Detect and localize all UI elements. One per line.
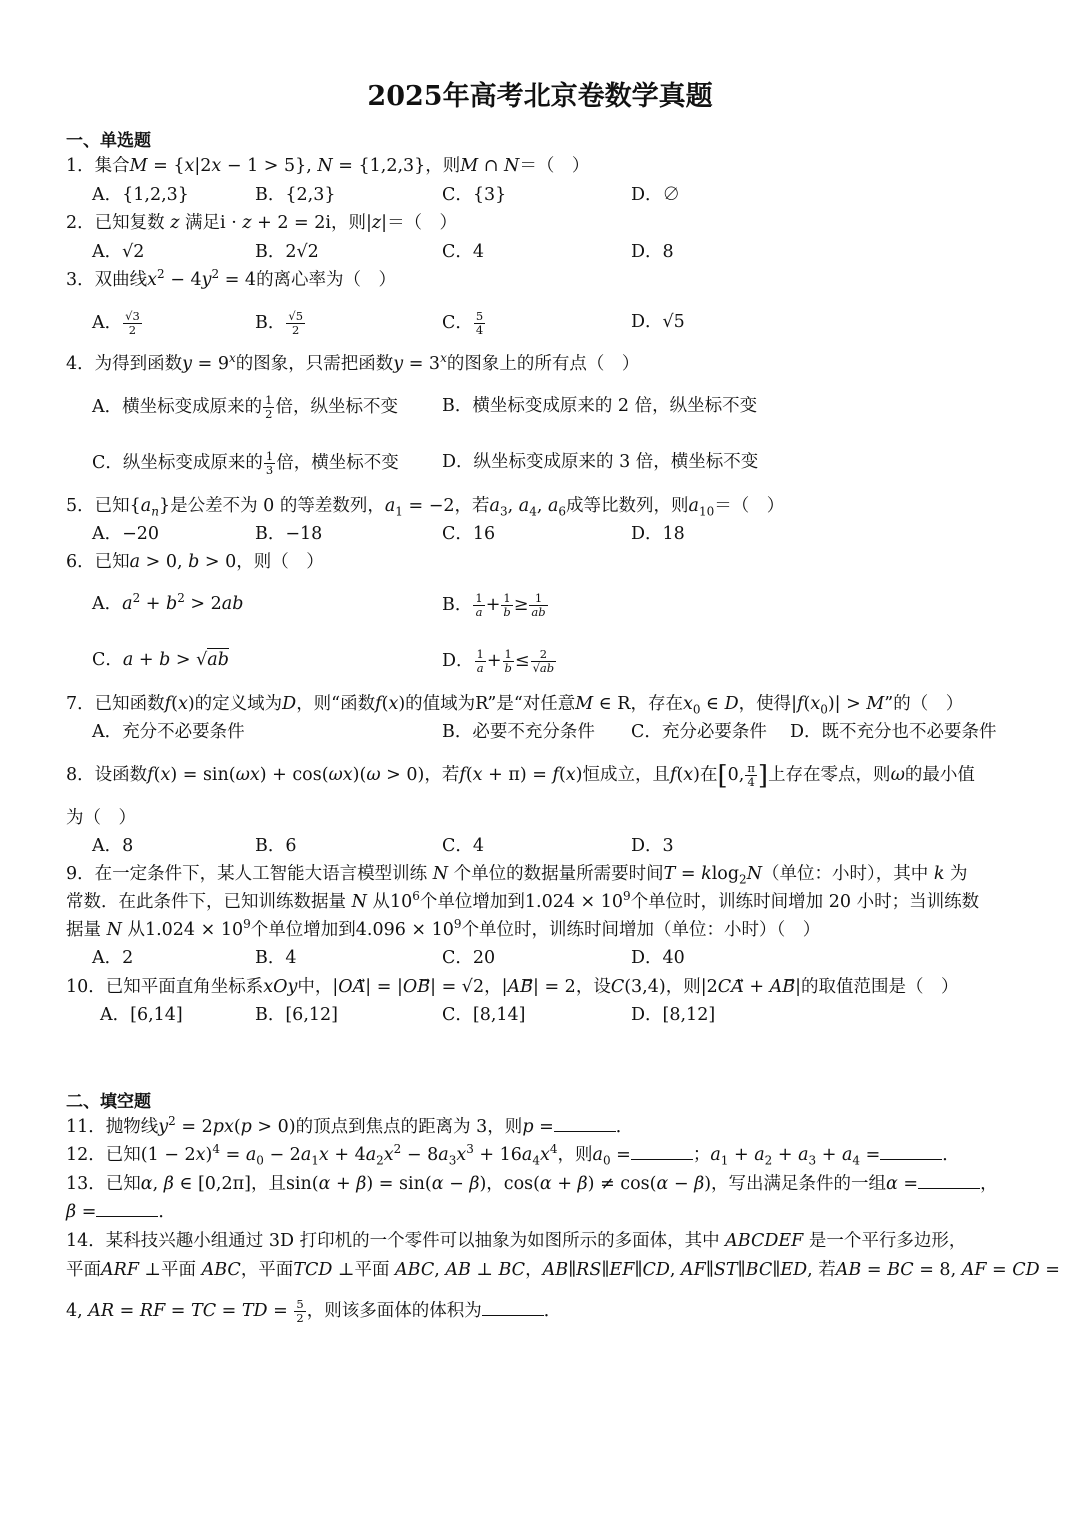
q5-option-d: D．18	[631, 524, 685, 544]
question-13-continued: β = ．	[66, 1202, 176, 1222]
section-heading-single-choice: 一、单选题	[66, 131, 151, 151]
q4-option-d: D．纵坐标变成原来的 3 倍，横坐标不变	[442, 452, 759, 472]
q8-option-b: B．6	[255, 836, 297, 856]
q6-option-d: D． $\frac{1}{a}$ + $\frac{1}{b}$ ≤ $\frac{2}{√ab}$	[442, 647, 555, 675]
answer-blank[interactable]	[482, 1299, 544, 1316]
q4-option-c: C．纵坐标变成原来的 $\frac{1}{3}$ 倍，横坐标不变	[92, 449, 399, 477]
q2-option-d: D．8	[631, 242, 674, 262]
question-4: 4．为得到函数$y = 9^x$的图象，只需把函数$y = 3^x$的图象上的所有点（ ）	[66, 351, 640, 374]
q3-option-a: A． $\frac{√3}{2}$	[92, 309, 140, 337]
q5-option-b: B．−18	[255, 524, 323, 544]
question-1: 1．集合M = {x|2x − 1 > 5}, N = {1,2,3}，则M ∩ N＝（ ）	[66, 156, 590, 176]
question-11: 11．抛物线$y^2 = 2px(p > 0)$的顶点到焦点的距离为 3，则p = ．	[66, 1114, 634, 1137]
question-12: 12．已知$(1 - 2x)^4 = a_0 - 2a_1x + 4a_2x^2 - 8a_3x^3 + 16a_4x^4$，则$a_0$ = ；$a_1 + a_2 + a_3 + a_4$ = ．	[66, 1142, 960, 1168]
question-14-line-3: 4, AR = RF = TC = TD = $\frac{5}{2}$ ，则该多面体的体积为 ．	[66, 1297, 562, 1325]
q7-option-a: A．充分不必要条件	[92, 722, 245, 742]
q9-option-c: C．20	[442, 948, 496, 968]
q7-option-c: C．充分必要条件	[631, 722, 767, 742]
answer-blank[interactable]	[880, 1143, 942, 1160]
q1-option-a: A．{1,2,3}	[92, 185, 189, 205]
q7-option-d: D．既不充分也不必要条件	[790, 722, 997, 742]
question-9-line-3: 据量 N 从$1.024 \times 10^9$个单位增加到$4.096 \times 10^9$个单位时，训练时间增加（单位：小时）（ ）	[66, 917, 821, 940]
page-title: 2025年高考北京卷数学真题	[367, 81, 713, 112]
answer-blank[interactable]	[631, 1143, 693, 1160]
q6-option-a: A．$a^2 + b^2 > 2ab$	[92, 591, 244, 614]
q2-option-c: C．4	[442, 242, 485, 262]
question-9-line-2: 常数．在此条件下，已知训练数据量 N 从$10^6$个单位增加到$1.024 \times 10^9$个单位时，训练时间增加 20 小时；当训练数	[66, 889, 980, 912]
question-8: 8．设函数f(x) = sin(ωx) + cos(ωx)(ω > 0)，若f(x + π) = f(x)恒成立，且f(x)在[0, $\frac{\pi}{4}$ ]上存在零点，则ω的最小值	[66, 761, 975, 791]
question-14: 14．某科技兴趣小组通过 3D 打印机的一个零件可以抽象为如图所示的多面体，其中 ABCDEF 是一个平行多边形，	[66, 1231, 967, 1251]
question-8-continued: 为（ ）	[66, 808, 136, 828]
q3-option-b: B． $\frac{√5}{2}$	[255, 309, 304, 337]
section-heading-fill-blank: 二、填空题	[66, 1092, 151, 1112]
question-2: 2．已知复数 z 满足i · z + 2 = 2i，则|z|＝（ ）	[66, 213, 458, 233]
q2-option-b: B．2√2	[255, 242, 319, 262]
question-7: 7．已知函数f(x)的定义域为D，则“函数f(x)的值域为R”是“对任意M ∈ R，存在$x_0$ ∈ D，使得$|f(x_0)| > M$”的（ ）	[66, 694, 964, 717]
q10-option-c: C．[8,14]	[442, 1005, 526, 1025]
q5-option-a: A．−20	[92, 524, 160, 544]
q6-option-c: C．a + b > √ab	[92, 650, 229, 670]
question-10: 10．已知平面直角坐标系xOy中，|OA⃗| = |OB⃗| = √2，|AB⃗| = 2，设C(3,4)，则|2CA⃗ + AB⃗|的取值范围是（ ）	[66, 977, 959, 997]
q9-option-a: A．2	[92, 948, 134, 968]
q9-option-b: B．4	[255, 948, 297, 968]
q6-option-b: B． $\frac{1}{a}$ + $\frac{1}{b}$ ≥ $\frac{1}{ab}$	[442, 591, 546, 619]
q3-option-d: D．√5	[631, 312, 685, 332]
q2-option-a: A．√2	[92, 242, 145, 262]
answer-blank[interactable]	[554, 1115, 616, 1132]
question-13: 13．已知α, β ∈ [0,2π]，且sin(α + β) = sin(α − β)，cos(α + β) ≠ cos(α − β)，写出满足条件的一组α = ，	[66, 1174, 998, 1194]
q9-option-d: D．40	[631, 948, 685, 968]
question-3: 3．双曲线$x^2 - 4y^2 = 4$的离心率为（ ）	[66, 267, 397, 290]
question-14-line-2: 平面ARF ⊥平面 ABC，平面TCD ⊥平面 ABC, AB ⊥ BC，AB∥RS∥EF∥CD, AF∥ST∥BC∥ED, 若AB = BC = 8, AF = CD =	[66, 1260, 1060, 1280]
q1-option-b: B．{2,3}	[255, 185, 336, 205]
q10-option-a: A．[6,14]	[100, 1005, 183, 1025]
q4-option-b: B．横坐标变成原来的 2 倍，纵坐标不变	[442, 396, 758, 416]
q1-option-c: C．{3}	[442, 185, 507, 205]
q8-option-c: C．4	[442, 836, 485, 856]
q10-option-b: B．[6,12]	[255, 1005, 338, 1025]
question-9: 9．在一定条件下，某人工智能大语言模型训练 N 个单位的数据量所需要时间T = klog$_2$N（单位：小时），其中 k 为	[66, 864, 968, 887]
q1-option-d: D．∅	[631, 185, 681, 205]
q4-option-a: A．横坐标变成原来的 $\frac{1}{2}$ 倍，纵坐标不变	[92, 393, 398, 421]
answer-blank[interactable]	[96, 1200, 158, 1217]
q3-option-c: C． $\frac{5}{4}$	[442, 309, 484, 337]
q10-option-d: D．[8,12]	[631, 1005, 716, 1025]
q5-option-c: C．16	[442, 524, 496, 544]
answer-blank[interactable]	[918, 1172, 980, 1189]
question-6: 6．已知a > 0, b > 0，则（ ）	[66, 552, 324, 572]
q8-option-a: A．8	[92, 836, 134, 856]
q8-option-d: D．3	[631, 836, 674, 856]
q7-option-b: B．必要不充分条件	[442, 722, 595, 742]
question-5: 5．已知$\{a_n\}$是公差不为 0 的等差数列，$a_1 = -2$，若$a_3$, $a_4$, $a_6$成等比数列，则$a_{10}=$（ ）	[66, 496, 785, 519]
